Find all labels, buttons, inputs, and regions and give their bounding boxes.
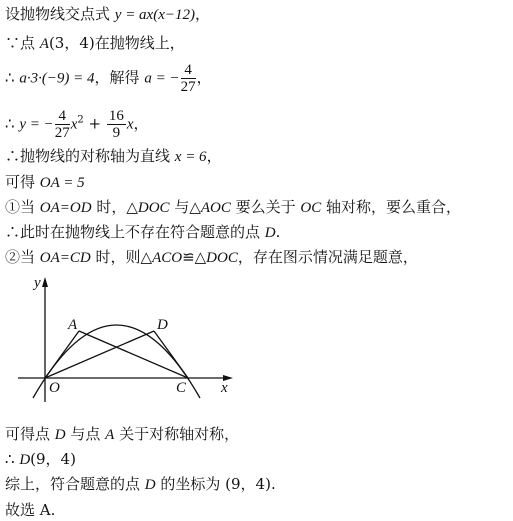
math-expression: x <box>70 116 78 133</box>
fraction-denominator: 27 <box>180 79 196 95</box>
text-run: ∴ <box>5 68 20 87</box>
fraction-denominator: 9 <box>112 125 121 141</box>
math-expression: AOC <box>200 200 231 216</box>
fraction-numerator: 4 <box>55 108 70 125</box>
text-run: (3，4)在抛物线上， <box>48 34 185 52</box>
text-run: ∴抛物线的对称轴为直线 <box>5 147 175 165</box>
math-expression: a·3·(−9) = 4 <box>19 70 95 87</box>
math-expression: x = 6 <box>174 149 207 165</box>
math-expression: y = ax(x−12) <box>114 7 195 23</box>
math-expression: D <box>54 427 66 443</box>
text-run: ≌△ <box>182 248 207 266</box>
text-run: ， <box>195 5 211 23</box>
y-axis-label: y <box>34 275 41 291</box>
math-expression: A <box>39 36 49 52</box>
math-expression: D <box>264 225 276 241</box>
fraction-denominator: 27 <box>54 125 70 141</box>
fraction-numerator: 4 <box>181 62 196 79</box>
text-run: . <box>275 223 281 241</box>
math-expression: D <box>19 452 31 468</box>
math-expression: DOC <box>137 200 170 216</box>
exponent: 2 <box>77 114 84 126</box>
math-expression: OC <box>300 200 322 216</box>
x-axis-label: x <box>221 380 228 396</box>
text-run: ②当 <box>5 248 40 266</box>
y-axis-arrow <box>42 277 48 287</box>
text-run: ， <box>133 114 149 133</box>
text-run: 的坐标为 (9，4). <box>155 475 276 493</box>
text-run: ， <box>196 68 212 87</box>
math-expression: D <box>144 477 156 493</box>
math-expression: x <box>126 116 134 133</box>
point-A-label: A <box>68 317 78 333</box>
point-D-label: D <box>157 317 168 333</box>
text-run: ，解得 <box>94 68 145 87</box>
text-run: ， <box>206 147 222 165</box>
text-run: ∵点 <box>5 34 40 52</box>
fraction-numerator: 16 <box>108 108 124 124</box>
text-run: + <box>83 114 106 133</box>
text-run: 要么关于 <box>230 198 301 216</box>
text-run: 可得 <box>5 173 40 191</box>
text-run: 可得点 <box>5 425 55 443</box>
math-expression: y = − <box>19 116 54 133</box>
math-expression: DOC <box>206 250 238 266</box>
math-expression: OA=CD <box>39 250 91 266</box>
math-expression: ACO <box>152 250 183 266</box>
math-expression: A <box>105 427 115 443</box>
text-run: 轴对称，要么重合， <box>321 198 462 216</box>
text-run: 综上，符合题意的点 <box>5 475 145 493</box>
text-run: 时，则△ <box>90 248 153 266</box>
text-run: 关于对称轴对称， <box>114 425 240 443</box>
point-C-label: C <box>176 380 187 396</box>
math-expression: OA=OD <box>39 200 92 216</box>
text-run: 与△ <box>169 198 201 216</box>
text-run: 设抛物线交点式 <box>5 5 115 23</box>
point-O-label: O <box>49 380 60 396</box>
text-run: 故选 A. <box>5 501 56 519</box>
text-run: ①当 <box>5 198 40 216</box>
text-run: ∴ <box>5 450 20 468</box>
text-run: ∴此时在抛物线上不存在符合题意的点 <box>5 223 265 241</box>
text-run: (9，4) <box>30 450 76 468</box>
math-expression: a = − <box>144 70 180 87</box>
text-run: ，存在图示情况满足题意， <box>237 248 418 266</box>
text-run: 与点 <box>65 425 106 443</box>
text-run: ∴ <box>5 114 20 133</box>
text-run: 时，△ <box>91 198 138 216</box>
math-expression: OA = 5 <box>39 175 85 191</box>
